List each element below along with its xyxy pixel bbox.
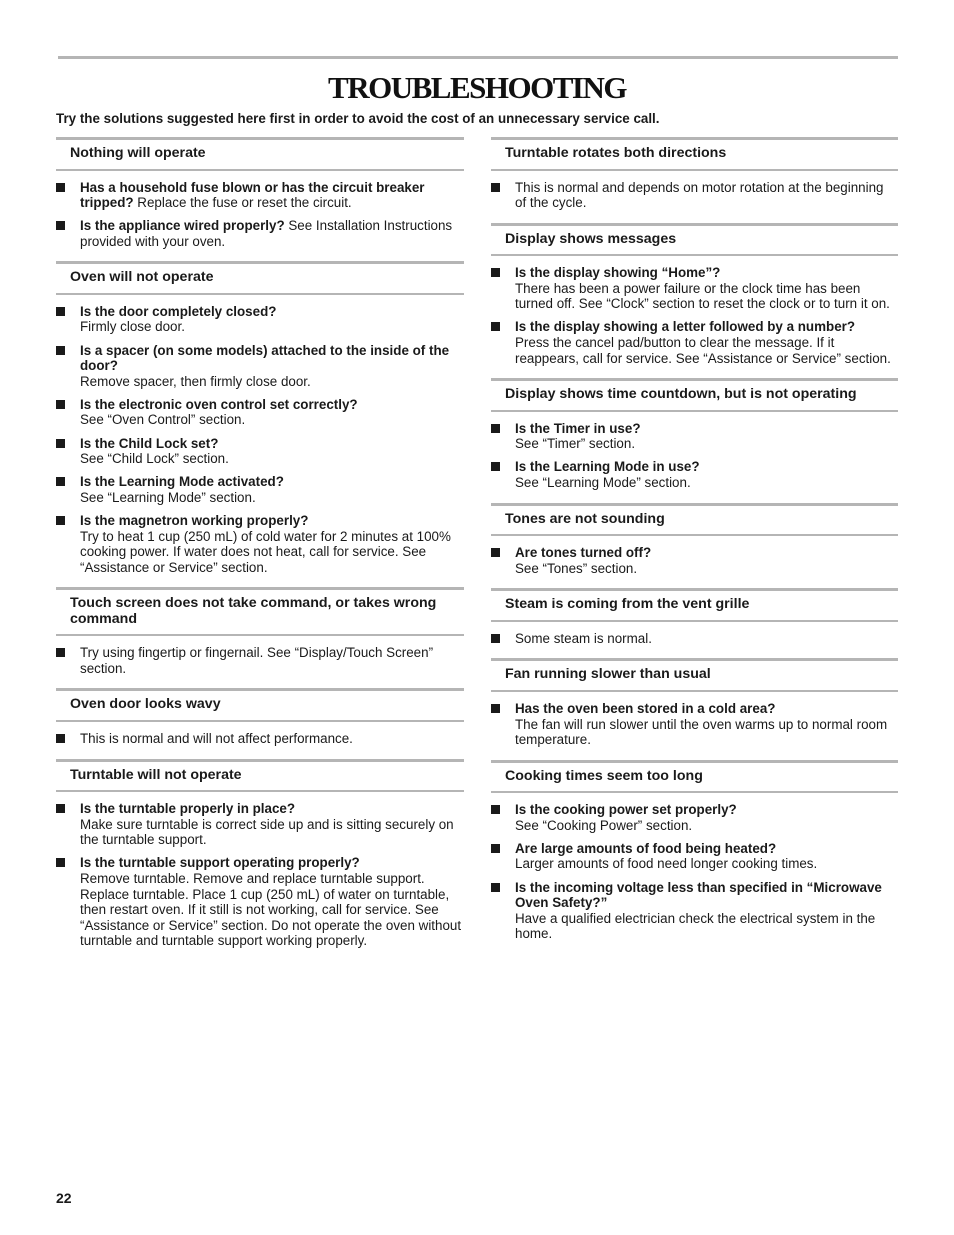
answer-text: This is normal and will not affect performance. (80, 730, 353, 746)
question-text: Is the Timer in use? (515, 420, 641, 436)
question-text: Are tones turned off? (515, 545, 652, 561)
answer-text: See “Timer” section. (515, 436, 636, 452)
list-item (56, 304, 464, 335)
list-item (56, 436, 464, 467)
section-header: Turntable rotates both directions (491, 137, 898, 171)
list-item (56, 343, 464, 390)
question-text: Is the display showing “Home”? (515, 265, 721, 281)
answer-text: See “Tones” section. (515, 560, 638, 576)
answer-text: Press the cancel pad/button to clear the message. If it reappears, call for service. See “Assistance or Service” section. (515, 335, 891, 366)
section-list (56, 180, 464, 250)
section-list (56, 304, 464, 575)
list-item (491, 421, 898, 452)
page-title: TROUBLESHOOTING (328, 70, 626, 105)
question-text: Has a household fuse blown or has the circuit breaker tripped? (80, 179, 425, 211)
question-text: Has the oven been stored in a cold area? (515, 700, 776, 716)
answer-text: See “Learning Mode” section. (515, 475, 691, 491)
list-item (56, 645, 464, 676)
answer-text: See “Learning Mode” section. (80, 489, 256, 505)
right-column (491, 137, 898, 954)
answer-text: See “Child Lock” section. (80, 451, 229, 467)
question-text: Is the door completely closed? (80, 303, 277, 319)
intro-text: Try the solutions suggested here first in order to avoid the cost of an unnecessary service call. (56, 111, 660, 126)
list-item (491, 459, 898, 490)
list-item (491, 841, 898, 872)
question-text: Is the Learning Mode activated? (80, 474, 284, 490)
answer-text: Larger amounts of food need longer cooking times. (515, 856, 818, 872)
section-header: Steam is coming from the vent grille (491, 588, 898, 622)
answer-text: This is normal and depends on motor rotation at the beginning of the cycle. (515, 179, 884, 211)
section-list (491, 265, 898, 366)
answer-text: Try to heat 1 cup (250 mL) of cold water for 2 minutes at 100% cooking power. If water does not heat, call for service. See “Assistance or Service” section. (80, 528, 451, 575)
answer-text: There has been a power failure or the clock time has been turned off. See “Clock” section to reset the clock or to turn it on. (515, 280, 890, 312)
answer-text: Make sure turntable is correct side up and is sitting securely on the turntable support. (80, 816, 454, 848)
section-header: Fan running slower than usual (491, 658, 898, 692)
question-text: Is the Learning Mode in use? (515, 459, 700, 475)
list-item (56, 731, 464, 747)
list-item (491, 319, 898, 366)
section-list (491, 631, 898, 647)
answer-text: Some steam is normal. (515, 630, 652, 646)
list-item (56, 513, 464, 575)
list-item (491, 802, 898, 833)
list-item (56, 397, 464, 428)
question-text: Is the incoming voltage less than specified in “Microwave Oven Safety?” (515, 879, 882, 911)
section-header: Turntable will not operate (56, 759, 464, 793)
question-text: Is the magnetron working properly? (80, 512, 309, 528)
section-header: Cooking times seem too long (491, 760, 898, 794)
left-column (56, 137, 464, 961)
section-header: Touch screen does not take command, or takes wrong command (56, 587, 464, 636)
section-header: Display shows messages (491, 223, 898, 257)
question-text: Is the appliance wired properly? (80, 218, 285, 234)
section-header: Nothing will operate (56, 137, 464, 171)
list-item (491, 545, 898, 576)
answer-text: See “Oven Control” section. (80, 412, 246, 428)
section-list (491, 802, 898, 942)
section-list (491, 180, 898, 211)
list-item (56, 801, 464, 848)
list-item (491, 631, 898, 647)
section-header: Tones are not sounding (491, 503, 898, 537)
answer-text: Have a qualified electrician check the electrical system in the home. (515, 910, 876, 942)
section-list (56, 801, 464, 949)
list-item (56, 855, 464, 949)
question-text: Is the turntable support operating properly? (80, 855, 360, 871)
top-rule (58, 56, 898, 59)
answer-text: Remove spacer, then firmly close door. (80, 373, 311, 389)
section-list (491, 421, 898, 491)
list-item (56, 218, 464, 249)
answer-text: See Installation Instructions provided with your oven. (80, 218, 453, 249)
question-text: Is the electronic oven control set correctly? (80, 396, 358, 412)
question-text: Are large amounts of food being heated? (515, 840, 777, 856)
list-item (491, 880, 898, 942)
section-header: Oven door looks wavy (56, 688, 464, 722)
section-list (491, 545, 898, 576)
section-list (491, 701, 898, 748)
list-item (491, 701, 898, 748)
list-item (56, 474, 464, 505)
list-item (491, 180, 898, 211)
answer-text: Replace the fuse or reset the circuit. (137, 195, 352, 211)
answer-text: Firmly close door. (80, 319, 185, 335)
question-text: Is a spacer (on some models) attached to the inside of the door? (80, 342, 450, 374)
section-list (56, 645, 464, 676)
page-number: 22 (56, 1190, 72, 1206)
section-header: Display shows time countdown, but is not operating (491, 378, 898, 412)
section-header: Oven will not operate (56, 261, 464, 295)
list-item (56, 180, 464, 211)
answer-text: Remove turntable. Remove and replace turntable support. Replace turntable. Place 1 cup (250 mL) of water on turntable, then restart oven. If it still is not working, call for service. See “Assistance or Service” section. Do not operate the oven without turntable and turntable support working properly. (80, 870, 462, 949)
answer-text: Try using fingertip or fingernail. See “Display/Touch Screen” section. (80, 645, 434, 676)
answer-text: The fan will run slower until the oven warms up to normal room temperature. (515, 716, 888, 748)
question-text: Is the turntable properly in place? (80, 801, 296, 817)
list-item (491, 265, 898, 312)
question-text: Is the cooking power set properly? (515, 802, 737, 818)
section-list (56, 731, 464, 747)
question-text: Is the display showing a letter followed by a number? (515, 319, 856, 335)
question-text: Is the Child Lock set? (80, 435, 219, 451)
answer-text: See “Cooking Power” section. (515, 817, 693, 833)
